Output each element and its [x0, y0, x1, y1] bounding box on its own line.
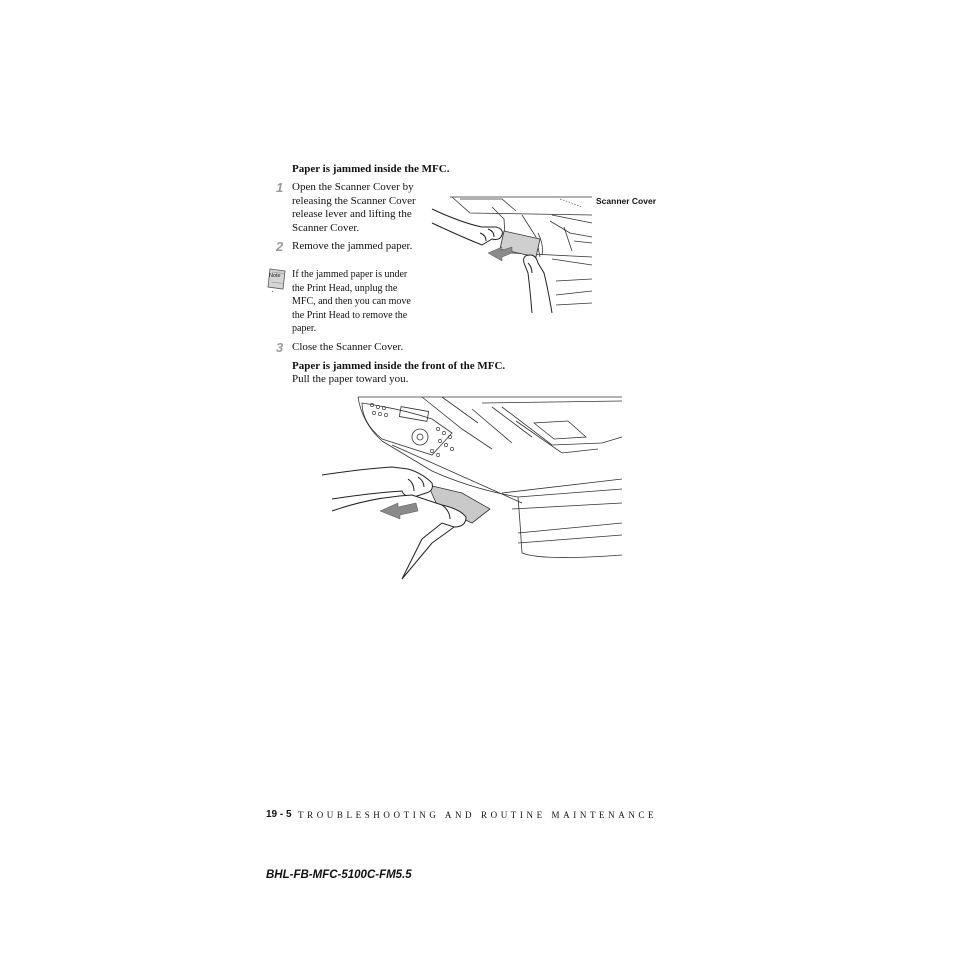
step-1-line: releasing the Scanner Cover — [292, 194, 416, 207]
callout-scanner-cover: Scanner Cover — [596, 196, 656, 206]
footer-page-number: 19 - 5 — [266, 809, 292, 820]
step-1-line: Open the Scanner Cover by — [292, 181, 414, 193]
note-icon-label: Note — [269, 273, 281, 279]
figure-open-scanner-cover — [432, 193, 594, 315]
step-2-text: Remove the jammed paper. — [292, 240, 413, 252]
note-line: the Print Head, unplug the — [292, 282, 398, 294]
footer-chapter-title: TROUBLESHOOTING AND ROUTINE MAINTENANCE — [298, 810, 658, 820]
note-line: If the jammed paper is under — [292, 269, 408, 280]
step-number-3: 3 — [276, 340, 284, 355]
note-line: the Print Head to remove the — [292, 309, 408, 321]
step-1-text — [292, 181, 442, 235]
figure-pull-paper-front — [322, 393, 622, 583]
step-1-line: release lever and lifting the — [292, 208, 412, 220]
note-line: paper. — [292, 323, 317, 334]
section-heading-inside: Paper is jammed inside the MFC. — [292, 163, 450, 175]
note-icon — [266, 267, 288, 293]
section-heading-front: Paper is jammed inside the front of the MFC. — [292, 360, 506, 372]
pull-arrow-icon — [488, 247, 512, 261]
note-line: MFC, and then you can move — [292, 296, 411, 307]
section-2-text: Pull the paper toward you. — [292, 373, 409, 385]
step-number-2: 2 — [276, 239, 284, 254]
note-text — [292, 268, 424, 336]
document-id: BHL-FB-MFC-5100C-FM5.5 — [266, 869, 412, 881]
step-1-line: Scanner Cover. — [292, 221, 360, 234]
step-number-1: 1 — [276, 180, 284, 195]
step-3-text: Close the Scanner Cover. — [292, 341, 404, 353]
